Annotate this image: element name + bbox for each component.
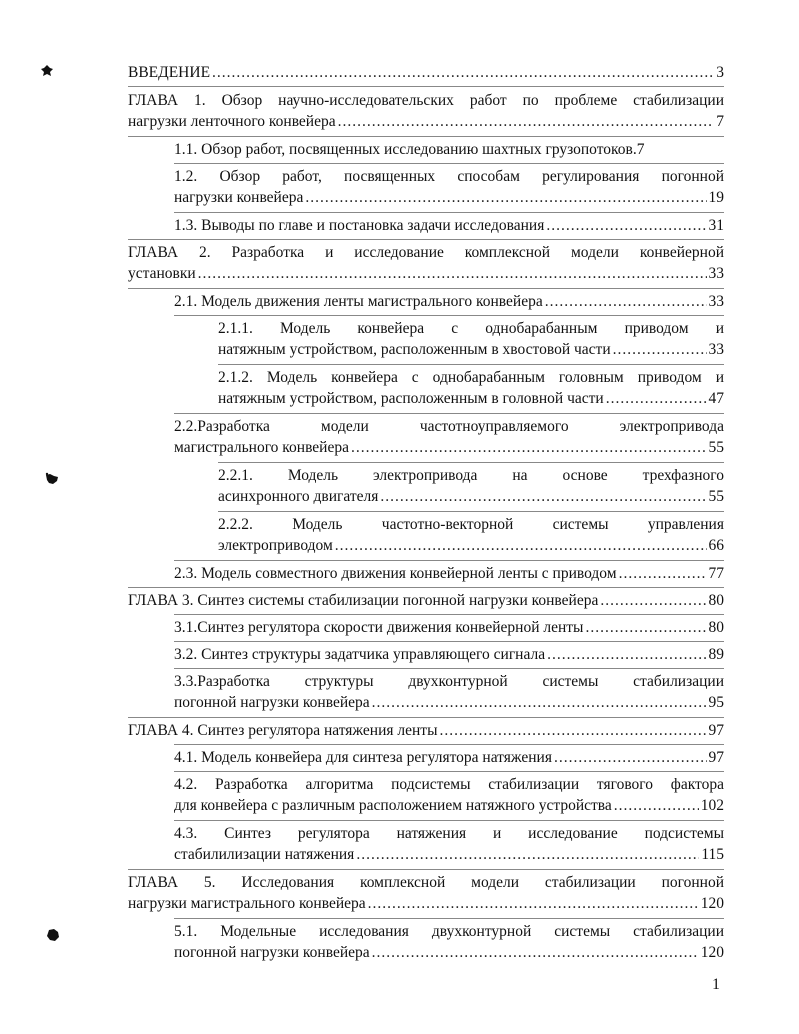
toc-title: магистрального конвейера bbox=[174, 439, 349, 456]
toc-title: для конвейера с различным расположением натяжного устройства bbox=[174, 797, 612, 814]
toc-entry-2-3 bbox=[174, 563, 724, 584]
divider bbox=[174, 614, 724, 615]
toc-page: 95 bbox=[708, 694, 724, 711]
toc-title: 1.3. Выводы по главе и постановка задачи исследования bbox=[174, 217, 545, 234]
toc-page: 55 bbox=[708, 488, 724, 505]
ink-blot-3 bbox=[46, 928, 60, 942]
toc-entry-2-2-1 bbox=[218, 465, 724, 507]
toc-page: 97 bbox=[708, 749, 724, 766]
toc-page: 120 bbox=[700, 944, 724, 961]
toc-page: 19 bbox=[708, 189, 724, 206]
toc-page: 97 bbox=[708, 722, 724, 739]
divider bbox=[174, 413, 724, 414]
toc-page: 33 bbox=[708, 265, 724, 282]
toc-title-line-1: ГЛАВА 5. Исследования комплексной модели стабилизации погонной bbox=[128, 874, 724, 891]
toc-page: 66 bbox=[708, 537, 724, 554]
toc-title: 1.1. Обзор работ, посвященных исследованию шахтных грузопотоков bbox=[174, 141, 633, 158]
toc-title-line-1: 2.2.1. Модель электропривода на основе трехфазного bbox=[218, 467, 724, 484]
divider bbox=[174, 771, 724, 772]
divider bbox=[218, 462, 724, 463]
toc-entry-5-1 bbox=[174, 921, 724, 963]
toc-title: 2.1. Модель движения ленты магистрального конвейера bbox=[174, 293, 543, 310]
divider bbox=[174, 744, 724, 745]
toc-title: нагрузки ленточного конвейера bbox=[128, 113, 336, 130]
toc-title: ГЛАВА 4. Синтез регулятора натяжения ленты bbox=[128, 722, 438, 739]
toc-entry-2-2-2 bbox=[218, 514, 724, 556]
toc-entry-3-3 bbox=[174, 671, 724, 713]
toc-page: 33 bbox=[708, 293, 724, 310]
divider bbox=[128, 869, 724, 870]
toc-entry-2-1 bbox=[174, 291, 724, 312]
toc-title: натяжным устройством, расположенным в головной части bbox=[218, 390, 604, 407]
toc-title-line-1: 2.2.2. Модель частотно-векторной системы управления bbox=[218, 516, 724, 533]
toc-title: погонной нагрузки конвейера bbox=[174, 694, 370, 711]
toc-title-line-1: 2.1.1. Модель конвейера с однобарабанным приводом и bbox=[218, 320, 724, 337]
toc-page: 77 bbox=[708, 565, 724, 582]
toc-page: 115 bbox=[701, 846, 724, 863]
toc-title: 4.1. Модель конвейера для синтеза регулятора натяжения bbox=[174, 749, 552, 766]
toc-entry-4-2 bbox=[174, 774, 724, 816]
divider bbox=[174, 315, 724, 316]
toc-title-line-1: 2.1.2. Модель конвейера с однобарабанным головным приводом и bbox=[218, 369, 724, 386]
divider bbox=[174, 641, 724, 642]
toc-title-line-1: 1.2. Обзор работ, посвященных способам регулирования погонной bbox=[174, 168, 724, 185]
toc-page: 31 bbox=[708, 217, 724, 234]
toc-title: 3.2. Синтез структуры задатчика управляющего сигнала bbox=[174, 646, 546, 663]
toc-entry-1-1 bbox=[174, 139, 724, 160]
toc-entry-1-2 bbox=[174, 166, 724, 208]
divider bbox=[218, 364, 724, 365]
toc-entry-3-1 bbox=[174, 617, 724, 638]
divider bbox=[128, 587, 724, 588]
toc-entry-chapter-2 bbox=[128, 242, 724, 284]
divider bbox=[128, 136, 724, 137]
toc-page: 80 bbox=[708, 592, 724, 609]
divider bbox=[174, 212, 724, 213]
page-number: 1 bbox=[712, 976, 720, 993]
divider bbox=[128, 717, 724, 718]
toc-title: ГЛАВА 3. Синтез системы стабилизации погонной нагрузки конвейера bbox=[128, 592, 599, 609]
toc-entry-chapter-1 bbox=[128, 90, 724, 132]
toc-title: нагрузки магистрального конвейера bbox=[128, 895, 366, 912]
toc-entry-2-1-2 bbox=[218, 367, 724, 409]
toc-page: .7 bbox=[632, 141, 645, 158]
toc-title: погонной нагрузки конвейера bbox=[174, 944, 370, 961]
divider bbox=[174, 820, 724, 821]
toc-page: 55 bbox=[708, 439, 724, 456]
toc-entry-2-2 bbox=[174, 416, 724, 458]
toc-title: 3.1.Синтез регулятора скорости движения конвейерной ленты bbox=[174, 619, 584, 636]
toc-page: 47 bbox=[708, 390, 724, 407]
ink-blot-1 bbox=[40, 64, 54, 78]
ink-blot-2 bbox=[44, 472, 60, 486]
toc-title-line-1: 4.3. Синтез регулятора натяжения и исследование подсистемы bbox=[174, 825, 724, 842]
toc-title-line-1: 2.2.Разработка модели частотноуправляемого электропривода bbox=[174, 418, 724, 435]
toc-page: 80 bbox=[708, 619, 724, 636]
toc-title-line-1: ГЛАВА 2. Разработка и исследование комплексной модели конвейерной bbox=[128, 244, 724, 261]
divider bbox=[128, 239, 724, 240]
toc-entry-4-3 bbox=[174, 823, 724, 865]
divider bbox=[128, 86, 724, 87]
toc-entry-1-3 bbox=[174, 215, 724, 236]
toc-title-line-1: 3.3.Разработка структуры двухконтурной системы стабилизации bbox=[174, 673, 724, 690]
divider bbox=[174, 668, 724, 669]
toc-title: электроприводом bbox=[218, 537, 333, 554]
toc-page: 3 bbox=[716, 64, 724, 81]
divider bbox=[218, 511, 724, 512]
toc-page: 7 bbox=[716, 113, 724, 130]
toc-title: стабилилизации натяжения bbox=[174, 846, 355, 863]
toc-page: 89 bbox=[708, 646, 724, 663]
divider bbox=[128, 288, 724, 289]
divider bbox=[174, 163, 724, 164]
toc-entry-3-2 bbox=[174, 644, 724, 665]
toc-title: установки bbox=[128, 265, 196, 282]
toc-entry-chapter-5 bbox=[128, 872, 724, 914]
toc-page: 120 bbox=[700, 895, 724, 912]
toc-entry-2-1-1 bbox=[218, 318, 724, 360]
toc-title-line-1: ГЛАВА 1. Обзор научно-исследовательских работ по проблеме стабилизации bbox=[128, 92, 724, 109]
toc-title: 2.3. Модель совместного движения конвейерной ленты с приводом bbox=[174, 565, 617, 582]
toc-page: 33 bbox=[708, 341, 724, 358]
toc-title: нагрузки конвейера bbox=[174, 189, 304, 206]
toc-entry-chapter-4 bbox=[128, 720, 724, 741]
divider bbox=[174, 918, 724, 919]
toc-page: 102 bbox=[700, 797, 724, 814]
toc-title: асинхронного двигателя bbox=[218, 488, 379, 505]
toc-entry-chapter-3 bbox=[128, 590, 724, 611]
toc-entry-4-1 bbox=[174, 747, 724, 768]
toc-entry-introduction bbox=[128, 62, 724, 83]
divider bbox=[174, 560, 724, 561]
toc-title: ВВЕДЕНИЕ bbox=[128, 64, 211, 81]
toc-title: натяжным устройством, расположенным в хвостовой части bbox=[218, 341, 611, 358]
toc-title-line-1: 4.2. Разработка алгоритма подсистемы стабилизации тягового фактора bbox=[174, 776, 724, 793]
toc-title-line-1: 5.1. Модельные исследования двухконтурной системы стабилизации bbox=[174, 923, 724, 940]
